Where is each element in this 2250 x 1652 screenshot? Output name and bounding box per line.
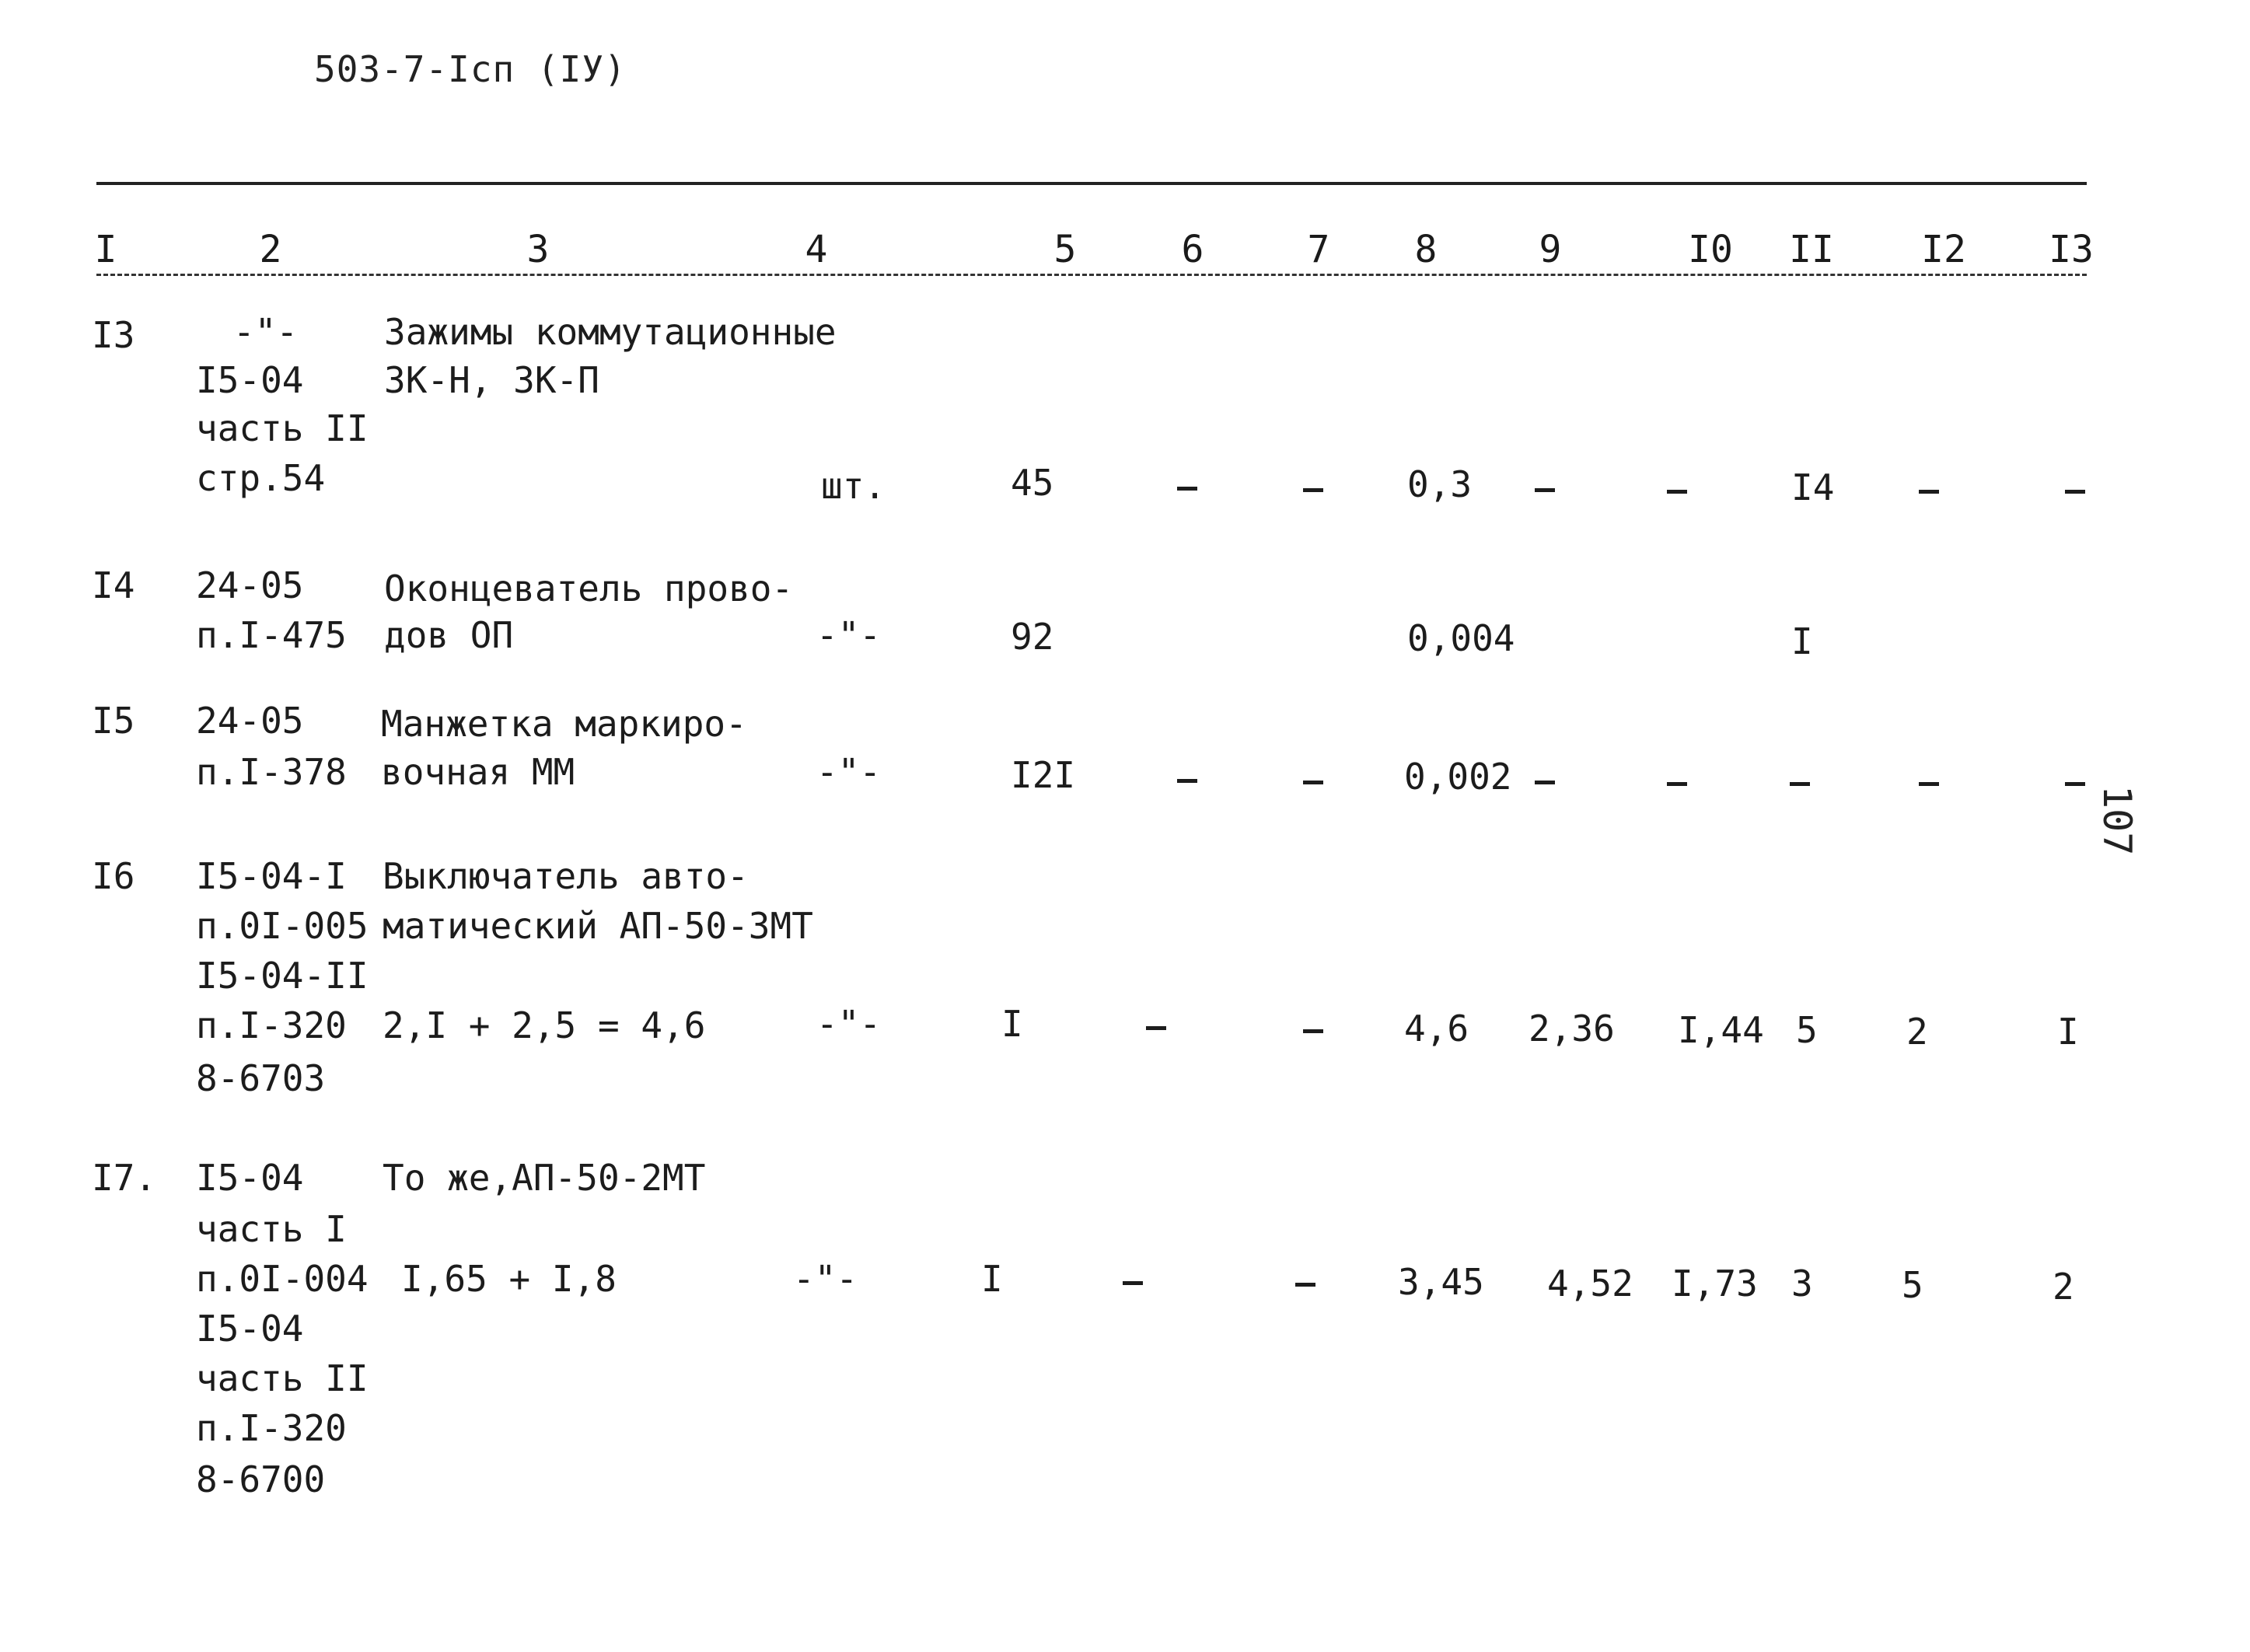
- row-ref-line: -"-: [233, 311, 299, 353]
- empty-dash: [1177, 487, 1197, 491]
- row-ref-line: 8-6700: [196, 1458, 326, 1500]
- row-col5: I: [1001, 1003, 1023, 1045]
- col-number-7: 7: [1307, 228, 1330, 271]
- row-col5: I: [981, 1258, 1003, 1300]
- empty-dash: [1303, 488, 1323, 492]
- row-col11: I4: [1791, 466, 1835, 508]
- row-ref-line: часть II: [196, 1357, 369, 1399]
- row-col5: I2I: [1011, 754, 1076, 796]
- row-name-line: Манжетка маркиро-: [381, 703, 747, 745]
- row-ref-line: I5-04-II: [196, 955, 369, 997]
- row-col12: 5: [1902, 1264, 1923, 1306]
- row-col10: I,73: [1672, 1263, 1758, 1304]
- row-unit: -"-: [816, 614, 882, 656]
- row-col9: 4,52: [1547, 1263, 1633, 1304]
- row-unit: -"-: [816, 751, 882, 793]
- row-ref-line: часть I: [196, 1208, 347, 1250]
- row-name-line: вочная ММ: [381, 751, 575, 793]
- empty-dash: [1177, 779, 1197, 783]
- row-name-line: То же,АП-50-2МТ: [383, 1157, 706, 1199]
- col-number-12: I2: [1921, 228, 1966, 271]
- row-number: I7.: [92, 1157, 157, 1199]
- row-number: I5: [92, 700, 135, 742]
- row-unit: -"-: [793, 1258, 858, 1300]
- row-name-line: Выключатель авто-: [383, 855, 749, 897]
- row-number: I6: [92, 855, 135, 897]
- empty-dash: [1919, 490, 1939, 494]
- row-ref-line: I5-04-I: [196, 855, 347, 897]
- col-number-9: 9: [1539, 228, 1562, 271]
- header-dashed-rule: [96, 274, 2087, 276]
- row-ref-line: 8-6703: [196, 1057, 326, 1099]
- row-col11: 3: [1791, 1263, 1813, 1304]
- row-ref-line: 24-05: [196, 700, 304, 742]
- empty-dash: [2065, 490, 2085, 494]
- row-name-line: ЗК-Н, ЗК-П: [384, 359, 599, 401]
- row-name-line: 2,I + 2,5 = 4,6: [383, 1004, 706, 1046]
- col-number-11: II: [1789, 228, 1834, 271]
- row-col8: 4,6: [1404, 1008, 1469, 1050]
- empty-dash: [1303, 1029, 1323, 1033]
- row-unit: -"-: [816, 1003, 882, 1045]
- empty-dash: [1667, 490, 1687, 494]
- col-number-5: 5: [1053, 228, 1077, 271]
- row-ref-line: стр.54: [196, 457, 326, 499]
- row-col5: 92: [1011, 616, 1054, 658]
- row-name-line: Зажимы коммутационные: [384, 311, 837, 353]
- row-col8: 0,002: [1404, 756, 1512, 798]
- row-name-line: Оконцеватель прово-: [384, 568, 794, 609]
- row-col13: 2: [2053, 1266, 2074, 1308]
- col-number-1: I: [94, 228, 117, 271]
- row-col8: 3,45: [1398, 1261, 1484, 1303]
- row-col12: 2: [1906, 1011, 1928, 1053]
- row-col8: 0,004: [1407, 617, 1515, 659]
- row-name-line: I,65 + I,8: [401, 1258, 617, 1300]
- col-number-6: 6: [1181, 228, 1204, 271]
- row-ref-line: п.I-320: [196, 1004, 347, 1046]
- row-name-line: дов ОП: [384, 614, 514, 656]
- row-ref-line: п.I-475: [196, 614, 347, 656]
- col-number-3: 3: [526, 228, 550, 271]
- row-number: I4: [92, 564, 135, 606]
- row-number: I3: [92, 314, 135, 356]
- empty-dash: [1123, 1281, 1143, 1285]
- empty-dash: [1535, 488, 1555, 492]
- row-ref-line: 24-05: [196, 564, 304, 606]
- row-ref-line: п.0I-004: [196, 1258, 369, 1300]
- col-number-13: I3: [2049, 228, 2094, 271]
- empty-dash: [1303, 781, 1323, 784]
- row-ref-line: I5-04: [196, 1308, 304, 1350]
- row-ref-line: п.I-378: [196, 751, 347, 793]
- row-col9: 2,36: [1529, 1008, 1615, 1050]
- top-rule: [96, 182, 2087, 185]
- row-ref-line: п.I-320: [196, 1407, 347, 1449]
- empty-dash: [2065, 782, 2085, 786]
- row-name-line: матический АП-50-3МТ: [383, 905, 813, 947]
- empty-dash: [1790, 782, 1810, 786]
- row-col5: 45: [1011, 462, 1054, 504]
- col-number-4: 4: [805, 228, 828, 271]
- row-ref-line: часть II: [196, 407, 369, 449]
- page-number: 107: [2095, 785, 2140, 856]
- row-col11: 5: [1796, 1009, 1818, 1051]
- empty-dash: [1667, 782, 1687, 786]
- empty-dash: [1295, 1283, 1315, 1287]
- row-ref-line: п.0I-005: [196, 905, 369, 947]
- row-col10: I,44: [1678, 1009, 1764, 1051]
- document-code: 503-7-Icп (IУ): [314, 48, 627, 90]
- row-ref-line: I5-04: [196, 1157, 304, 1199]
- empty-dash: [1535, 781, 1555, 784]
- col-number-8: 8: [1414, 228, 1438, 271]
- empty-dash: [1919, 782, 1939, 786]
- row-unit: шт.: [821, 465, 886, 507]
- row-col13: I: [2057, 1011, 2079, 1053]
- row-col11: I: [1791, 620, 1813, 662]
- col-number-2: 2: [259, 228, 282, 271]
- empty-dash: [1146, 1026, 1166, 1030]
- col-number-10: I0: [1688, 228, 1733, 271]
- row-ref-line: I5-04: [196, 359, 304, 401]
- row-col8: 0,3: [1407, 463, 1473, 505]
